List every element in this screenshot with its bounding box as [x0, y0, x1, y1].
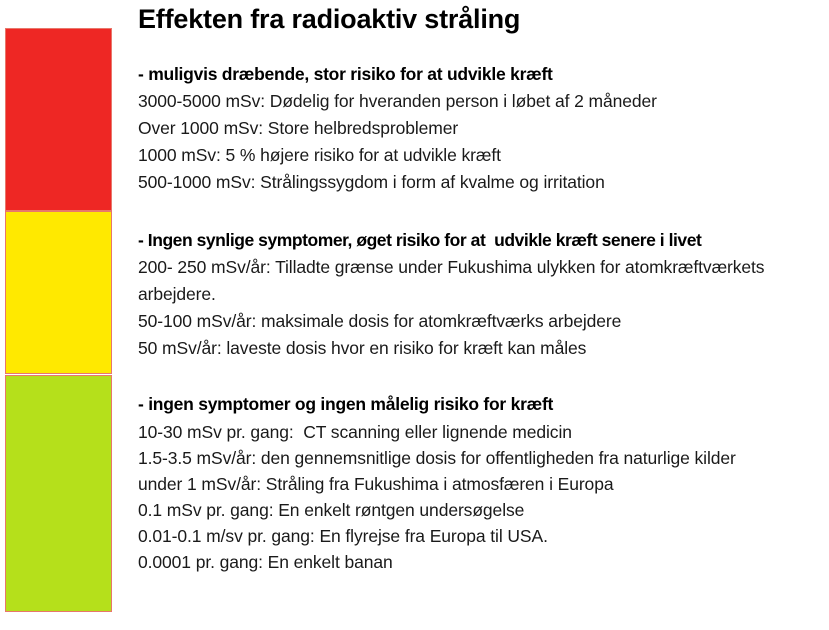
section-medium-risk-heading: - Ingen synlige symptomer, øget risiko for at udvikle kræft senere i livet [138, 230, 702, 250]
section-medium-risk-line-2: 50-100 mSv/år: maksimale dosis for atomkræftværks arbejdere [138, 311, 622, 331]
section-high-risk-line-3: 1000 mSv: 5 % højere risiko for at udvikle kræft [138, 145, 501, 165]
risk-band-low [5, 375, 112, 612]
section-low-risk-heading: - ingen symptomer og ingen målelig risiko for kræft [138, 394, 554, 414]
section-high-risk [138, 62, 829, 196]
section-low-risk-line-1: 10-30 mSv pr. gang: CT scanning eller lignende medicin [138, 422, 572, 442]
risk-level-color-bar [5, 28, 112, 612]
section-low-risk-line-3: under 1 mSv/år: Stråling fra Fukushima i atmosfæren i Europa [138, 474, 614, 494]
risk-band-high [5, 28, 112, 211]
section-high-risk-line-2: Over 1000 mSv: Store helbredsproblemer [138, 118, 459, 138]
section-medium-risk-line-3: 50 mSv/år: laveste dosis hvor en risiko for kræft kan måles [138, 338, 587, 358]
section-medium-risk [138, 228, 829, 362]
page-title: Effekten fra radioaktiv stråling [138, 4, 521, 34]
section-low-risk [138, 392, 829, 575]
section-low-risk-line-5: 0.01-0.1 m/sv pr. gang: En flyrejse fra Europa til USA. [138, 526, 548, 546]
section-high-risk-heading: - muligvis dræbende, stor risiko for at udvikle kræft [138, 64, 553, 84]
section-low-risk-line-4: 0.1 mSv pr. gang: En enkelt røntgen undersøgelse [138, 500, 525, 520]
section-medium-risk-line-1: 200- 250 mSv/år: Tilladte grænse under Fukushima ulykken for atomkræftværkets arbejdere. [138, 257, 770, 304]
section-low-risk-line-2: 1.5-3.5 mSv/år: den gennemsnitlige dosis for offentligheden fra naturlige kilder [138, 448, 736, 468]
risk-band-medium [5, 211, 112, 374]
section-high-risk-line-4: 500-1000 mSv: Strålingssygdom i form af kvalme og irritation [138, 172, 605, 192]
content-column [138, 0, 829, 630]
section-low-risk-line-6: 0.0001 pr. gang: En enkelt banan [138, 552, 393, 572]
section-high-risk-line-1: 3000-5000 mSv: Dødelig for hveranden person i løbet af 2 måneder [138, 91, 657, 111]
